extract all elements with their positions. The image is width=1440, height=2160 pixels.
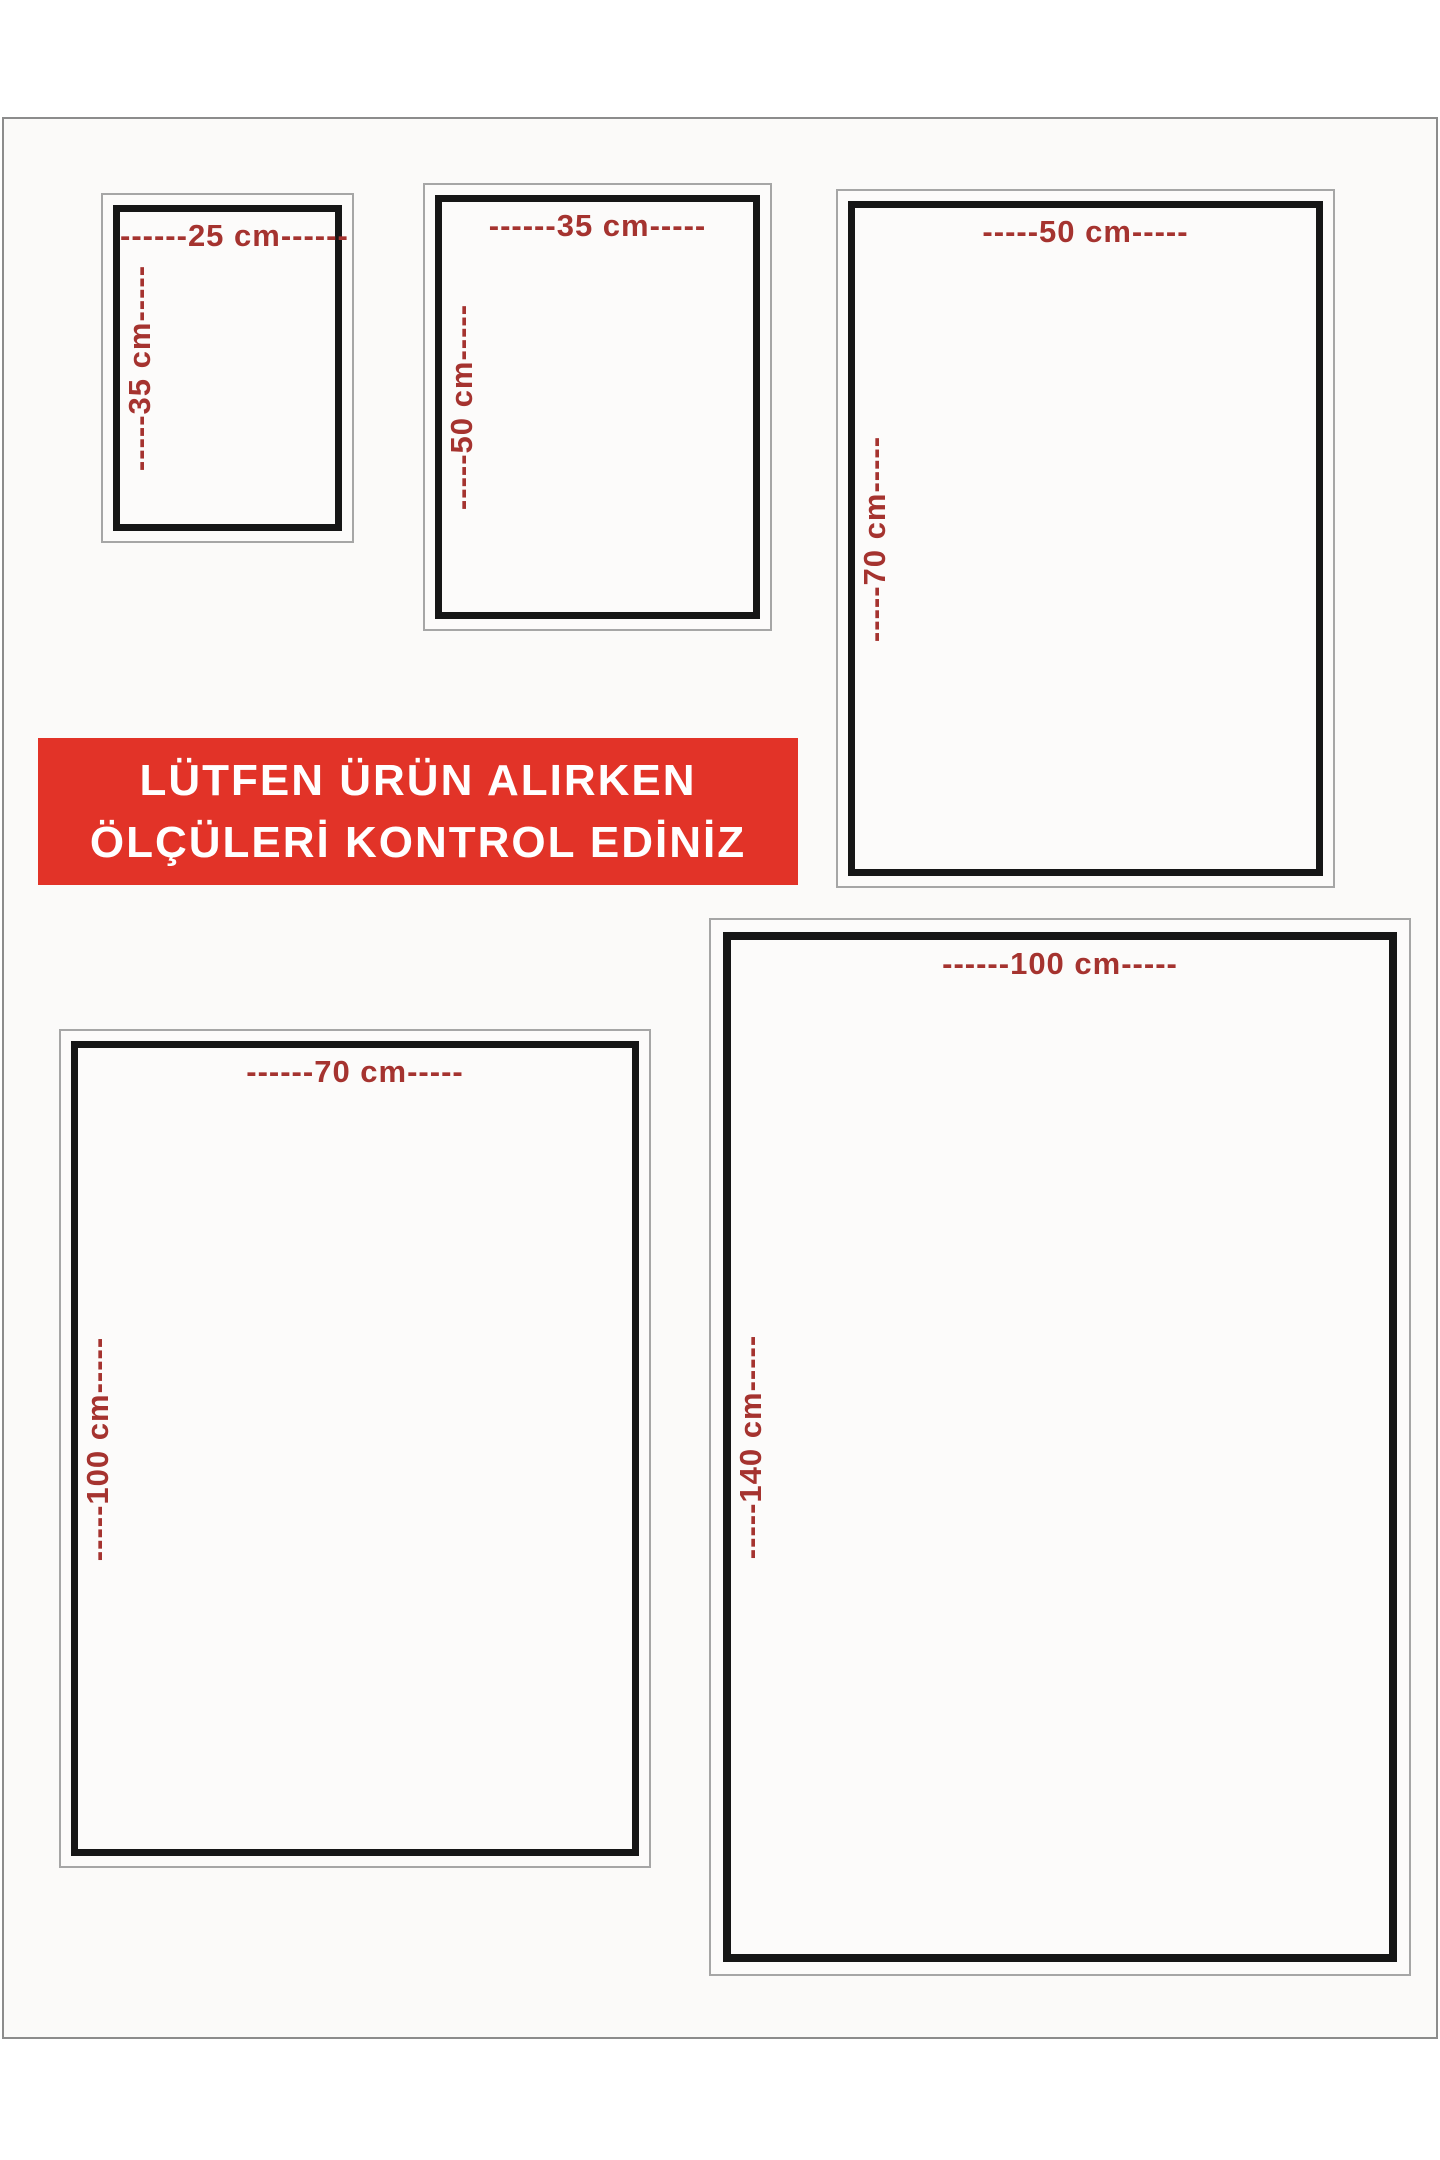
size-box-100x140	[709, 918, 1411, 1976]
height-dimension-label-140cm: -----140 cm-----	[733, 1334, 768, 1560]
size-box-25x35-frame	[113, 205, 349, 531]
width-dimension-label-70cm: ------70 cm-----	[246, 1054, 464, 1089]
size-box-70x100	[59, 1029, 651, 1868]
warning-banner-line2: ÖLÇÜLERİ KONTROL EDİNİZ	[89, 817, 747, 867]
size-box-70x100-frame	[71, 1041, 639, 1856]
height-dimension-label-100cm: -----100 cm-----	[80, 1336, 115, 1561]
size-box-100x140-frame	[723, 932, 1397, 1962]
width-dimension-label-50cm: -----50 cm-----	[982, 214, 1189, 249]
height-dimension-label-70cm: -----70 cm-----	[857, 435, 892, 642]
size-box-50x70-frame	[848, 201, 1323, 876]
size-guide-card	[2, 117, 1438, 2039]
width-dimension-label-25cm: ------25 cm------	[120, 218, 349, 253]
size-box-35x50	[423, 183, 772, 631]
size-box-35x50-frame	[435, 195, 760, 619]
warning-banner	[38, 738, 798, 885]
width-dimension-label-35cm: ------35 cm-----	[488, 208, 707, 243]
size-box-25x35	[101, 193, 354, 543]
size-box-50x70	[836, 189, 1335, 888]
height-dimension-label-35cm: -----35 cm-----	[122, 264, 157, 472]
width-dimension-label-100cm: ------100 cm-----	[942, 946, 1178, 981]
height-dimension-label-50cm: -----50 cm-----	[444, 303, 479, 511]
warning-banner-line1: LÜTFEN ÜRÜN ALIRKEN	[139, 755, 697, 805]
